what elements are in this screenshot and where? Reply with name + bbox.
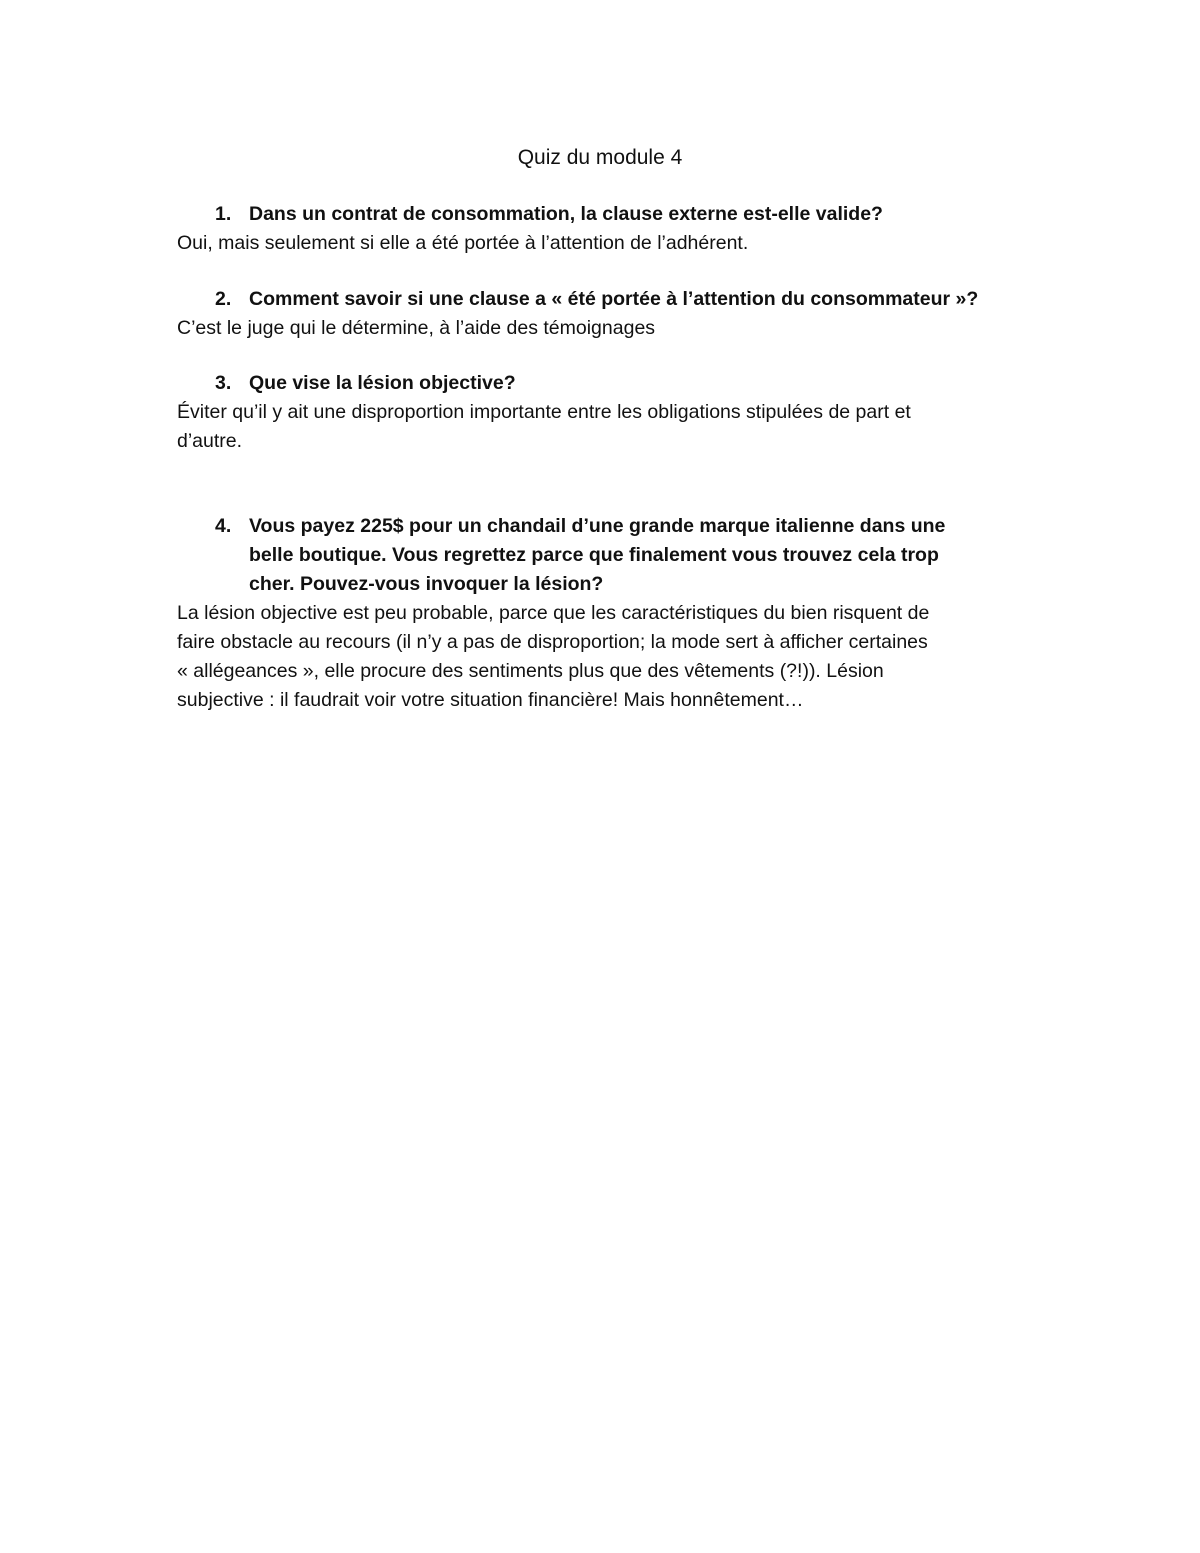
question-text: Comment savoir si une clause a « été portée à l’attention du consommateur »? [249, 288, 979, 310]
answer-2: C’est le juge qui le détermine, à l’aide des témoignages [177, 317, 656, 339]
question-number: 1. [215, 203, 232, 225]
question-3 [177, 369, 1027, 398]
question-number: 4. [215, 515, 232, 537]
question-number: 2. [215, 288, 232, 310]
quiz-item-4 [177, 512, 1027, 715]
document-title: Quiz du module 4 [517, 146, 683, 169]
question-text: Dans un contrat de consommation, la clause externe est-elle valide? [249, 203, 883, 225]
answer-1: Oui, mais seulement si elle a été portée à l’attention de l’adhérent. [177, 232, 749, 254]
quiz-item-2 [177, 285, 1027, 343]
question-text: Vous payez 225$ pour un chandail d’une grande marque italienne dans une belle boutique. Vous regrettez parce que finalement vous trouvez cela trop cher. Pouvez-vous invoquer la lésion? [249, 515, 946, 595]
quiz-item-1 [177, 200, 1027, 258]
question-text: Que vise la lésion objective? [249, 372, 516, 394]
question-4 [177, 512, 1027, 599]
question-1 [177, 200, 1027, 229]
question-number: 3. [215, 372, 232, 394]
answer-4: La lésion objective est peu probable, parce que les caractéristiques du bien risquent de faire obstacle au recours (il n’y a pas de disproportion; la mode sert à afficher certaines « allégeances », elle procure des sentiments plus que des vêtements (?!)). Lésion subjective : il faudrait voir votre situation financière! Mais honnêtement… [177, 602, 930, 711]
quiz-item-3 [177, 369, 1027, 456]
question-2 [177, 285, 1027, 314]
answer-3: Éviter qu’il y ait une disproportion importante entre les obligations stipulées de part et d’autre. [177, 401, 911, 452]
